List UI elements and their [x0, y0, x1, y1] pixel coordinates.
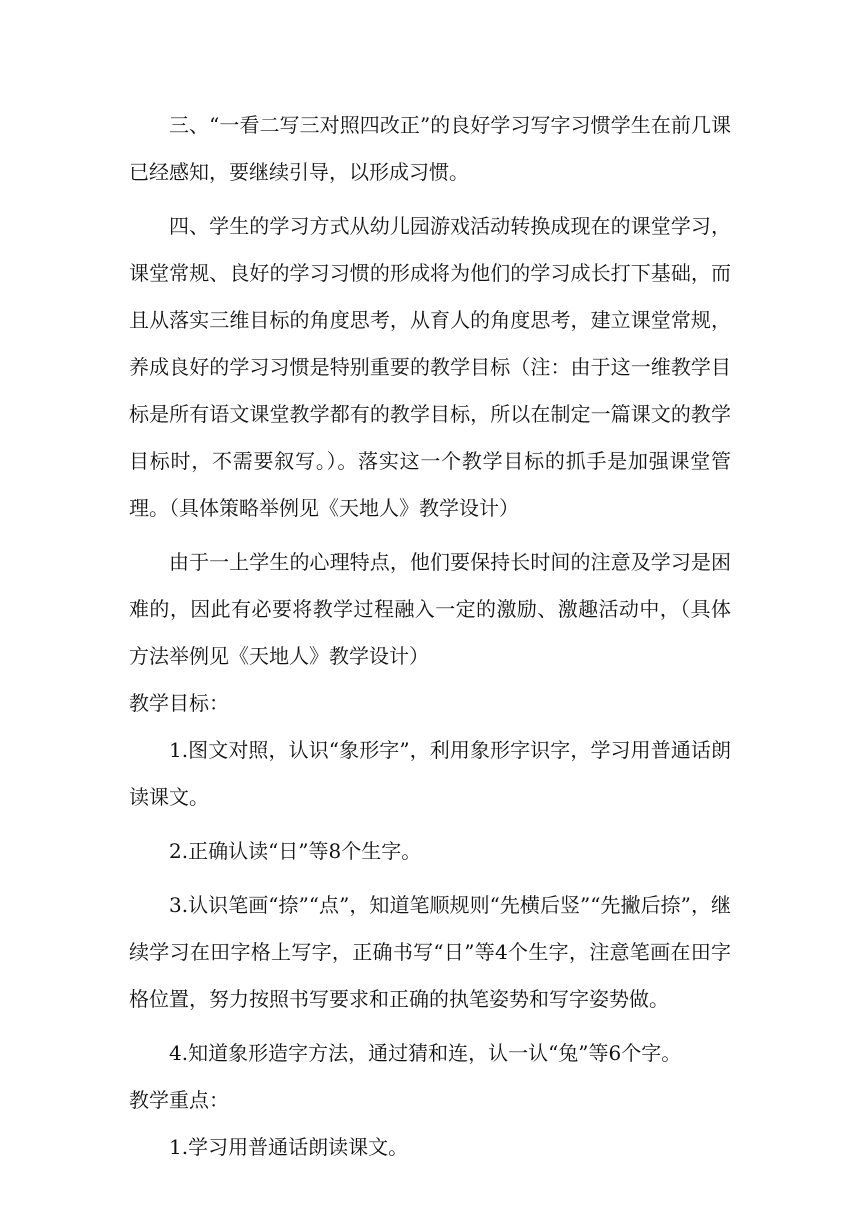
paragraph-motivation: 由于一上学生的心理特点，他们要保持长时间的注意及学习是困难的，因此有必要将教学过程融入一定的激励、激趣活动中，（具体方法举例见《天地人》教学设计）: [129, 550, 731, 668]
key-point-item-1: 1.学习用普通话朗读课文。: [169, 1135, 409, 1159]
objective-item-4: 4.知道象形造字方法，通过猜和连，认一认“兔”等6个字。: [169, 1041, 682, 1065]
objective-item-1: 1.图文对照，认识“象形字”，利用象形字识字，学习用普通话朗读课文。: [129, 738, 731, 809]
paragraph-habit-guidance: 三、“一看二写三对照四改正”的良好学习写字习惯学生在前几课已经感知，要继续引导，以形成习惯。: [129, 113, 731, 184]
objective-item-2: 2.正确认读“日”等8个生字。: [169, 839, 422, 863]
paragraph-classroom-routine: 四、学生的学习方式从幼儿园游戏活动转换成现在的课堂学习，课堂常规、良好的学习习惯的形成将为他们的学习成长打下基础，而且从落实三维目标的角度思考，从育人的角度思考，建立课堂常规，养成良好的学习习惯是特别重要的教学目标（注：由于这一维教学目标是所有语文课堂教学都有的教学目标，所以在制定一篇课文的教学目标时，不需要叙写。）。落实这一个教学目标的抓手是加强课堂管理。（具体策略举例见《天地人》教学设计）: [129, 214, 731, 520]
objectives-heading: 教学目标：: [129, 691, 229, 715]
objective-item-3: 3.认识笔画“捺”“点”，知道笔顺规则“先横后竖”“先撇后捺”，继续学习在田字格上写字，正确书写“日”等4个生字，注意笔画在田字格位置，努力按照书写要求和正确的执笔姿势和写字姿势做。: [129, 893, 731, 1011]
document-body: [129, 102, 731, 1171]
key-points-heading: 教学重点：: [129, 1088, 229, 1112]
